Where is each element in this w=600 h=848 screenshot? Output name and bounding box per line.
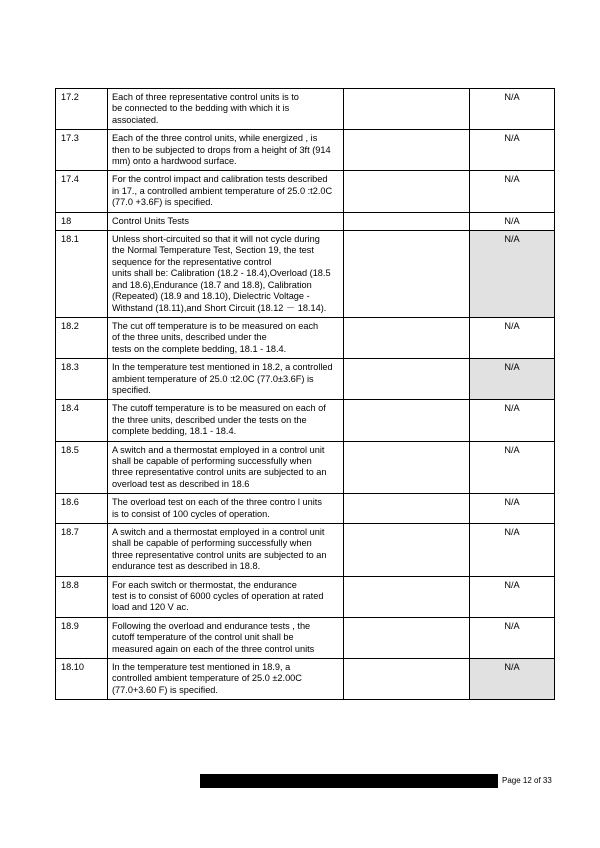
clause-number: 18.7 — [56, 524, 108, 577]
requirement-text: A switch and a thermostat employed in a control unit shall be capable of performing successfully when three representative control units are subjected to an overload test as described in 18.6 — [108, 441, 344, 494]
result-cell — [344, 617, 470, 658]
requirement-text: For the control impact and calibration tests described in 17., a controlled ambient temperature of 25.0 :t2.0C (77.0 +3.6F) is specified. — [108, 171, 344, 212]
requirement-text: In the temperature test mentioned in 18.9, a controlled ambient temperature of 25.0 ±2.00C (77.0+3.60 F) is specified. — [108, 659, 344, 700]
clause-number: 17.4 — [56, 171, 108, 212]
table-row — [56, 494, 555, 524]
clause-number: 18.1 — [56, 231, 108, 318]
verdict-cell: N/A — [470, 130, 555, 171]
requirements-table — [55, 88, 555, 700]
table-row — [56, 317, 555, 358]
result-cell — [344, 441, 470, 494]
verdict-cell: N/A — [470, 359, 555, 400]
table-row — [56, 524, 555, 577]
clause-number: 18.9 — [56, 617, 108, 658]
table-row — [56, 576, 555, 617]
requirement-text: The overload test on each of the three contro l units is to consist of 100 cycles of operation. — [108, 494, 344, 524]
requirement-text: Following the overload and endurance tests , the cutoff temperature of the control unit shall be measured again on each of the three control units — [108, 617, 344, 658]
requirement-text: A switch and a thermostat employed in a control unit shall be capable of performing successfully when three representative control units are subjected to an endurance test as described in 18.8. — [108, 524, 344, 577]
clause-number: 18.5 — [56, 441, 108, 494]
clause-number: 18 — [56, 212, 108, 230]
requirement-text: For each switch or thermostat, the endurance test is to consist of 6000 cycles of operation at rated load and 120 V ac. — [108, 576, 344, 617]
table-row — [56, 89, 555, 130]
verdict-cell: N/A — [470, 617, 555, 658]
table-row — [56, 130, 555, 171]
verdict-cell: N/A — [470, 659, 555, 700]
clause-number: 17.2 — [56, 89, 108, 130]
result-cell — [344, 400, 470, 441]
requirement-text: In the temperature test mentioned in 18.2, a controlled ambient temperature of 25.0 :t2.0C (77.0±3.6F) is specified. — [108, 359, 344, 400]
requirement-text: Control Units Tests — [108, 212, 344, 230]
clause-number: 18.3 — [56, 359, 108, 400]
result-cell — [344, 659, 470, 700]
clause-number: 18.8 — [56, 576, 108, 617]
table-body — [56, 89, 555, 700]
verdict-cell: N/A — [470, 494, 555, 524]
verdict-cell: N/A — [470, 400, 555, 441]
verdict-cell: N/A — [470, 212, 555, 230]
verdict-cell: N/A — [470, 524, 555, 577]
verdict-cell: N/A — [470, 441, 555, 494]
result-cell — [344, 524, 470, 577]
table-row — [56, 441, 555, 494]
requirement-text: Each of three representative control units is to be connected to the bedding with which it is associated. — [108, 89, 344, 130]
requirement-text: Unless short-circuited so that it will not cycle during the Normal Temperature Test, Section 19, the test sequence for the representative control units shall be: Calibration (18.2 - 18.4),Overload (18.5 and 18.6),Endurance (18.7 and 18.8), Calibration (Repeated) (18.9 and 18.10), Dielectric Voltage - Withstand (18.11),and Short Circuit (18.12 － 18.14). — [108, 231, 344, 318]
result-cell — [344, 231, 470, 318]
verdict-cell: N/A — [470, 231, 555, 318]
clause-number: 18.10 — [56, 659, 108, 700]
result-cell — [344, 130, 470, 171]
result-cell — [344, 576, 470, 617]
table-row — [56, 212, 555, 230]
requirement-text: The cutoff temperature is to be measured on each of the three units, described under the tests on the complete bedding, 18.1 - 18.4. — [108, 400, 344, 441]
requirement-text: Each of the three control units, while energized , is then to be subjected to drops from a height of 3ft (914 mm) onto a hardwood surface. — [108, 130, 344, 171]
result-cell — [344, 359, 470, 400]
redaction-bar — [200, 774, 498, 788]
clause-number: 18.4 — [56, 400, 108, 441]
result-cell — [344, 171, 470, 212]
result-cell — [344, 317, 470, 358]
verdict-cell: N/A — [470, 171, 555, 212]
table-row — [56, 359, 555, 400]
requirement-text: The cut off temperature is to be measured on each of the three units, described under the tests on the complete bedding, 18.1 - 18.4. — [108, 317, 344, 358]
table-row — [56, 659, 555, 700]
page-number: Page 12 of 33 — [502, 776, 552, 785]
verdict-cell: N/A — [470, 89, 555, 130]
result-cell — [344, 212, 470, 230]
table-row — [56, 617, 555, 658]
clause-number: 17.3 — [56, 130, 108, 171]
result-cell — [344, 494, 470, 524]
verdict-cell: N/A — [470, 317, 555, 358]
table-row — [56, 231, 555, 318]
table-row — [56, 171, 555, 212]
result-cell — [344, 89, 470, 130]
clause-number: 18.2 — [56, 317, 108, 358]
table-row — [56, 400, 555, 441]
verdict-cell: N/A — [470, 576, 555, 617]
clause-number: 18.6 — [56, 494, 108, 524]
